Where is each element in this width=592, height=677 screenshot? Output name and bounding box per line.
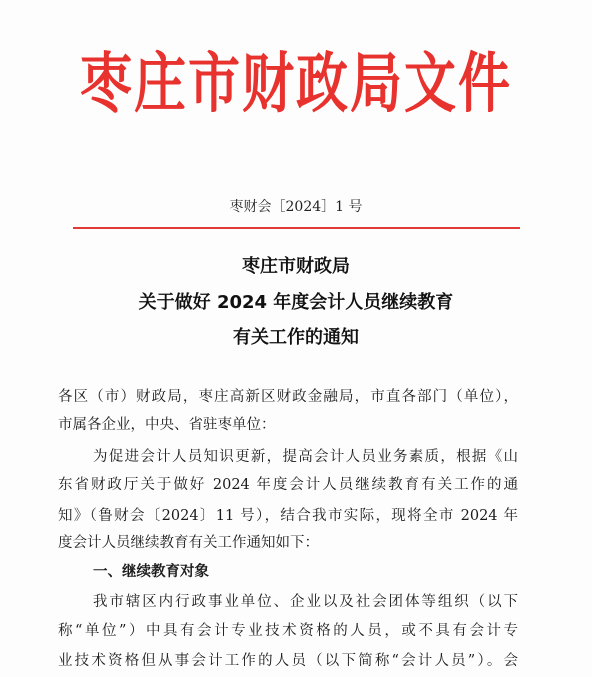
document-masthead: 枣庄市财政局文件 (79, 46, 512, 122)
document-number: 枣财会［2024］1 号 (229, 199, 363, 215)
paragraph-2-line-1: 我市辖区内行政事业单位、企业以及社会团体等组织（以下 (93, 594, 518, 610)
paragraph-1-line-3: 知》（鲁财会〔2024〕11 号），结合我市实际，现将全市 2024 年 (58, 508, 518, 524)
paragraph-1-line-2: 东省财政厅关于做好 2024 年度会计人员继续教育有关工作的通 (58, 477, 518, 493)
section-1-heading: 一、继续教育对象 (93, 564, 209, 580)
title-line-3: 有关工作的通知 (233, 327, 359, 348)
addressee-line-1: 各区（市）财政局，枣庄高新区财政金融局，市直各部门（单位）， (58, 389, 518, 405)
addressee-line-2: 市属各企业，中央、省驻枣单位： (58, 417, 276, 433)
paragraph-2-line-3: 业技术资格但从事会计工作的人员（以下简称“会计人员”）。会 (58, 653, 518, 669)
red-divider-line (73, 227, 520, 229)
paragraph-2-line-2: 称“单位”）中具有会计专业技术资格的人员，或不具有会计专 (58, 623, 518, 639)
title-line-1: 枣庄市财政局 (242, 256, 350, 277)
paragraph-1-line-4: 度会计人员继续教育有关工作通知如下： (58, 535, 319, 551)
title-line-2: 关于做好 2024 年度会计人员继续教育 (138, 292, 454, 313)
paragraph-1-line-1: 为促进会计人员知识更新，提高会计人员业务素质，根据《山 (93, 449, 518, 465)
